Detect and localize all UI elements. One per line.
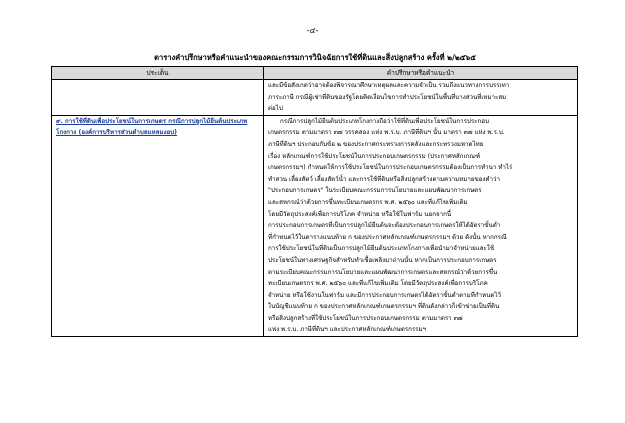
page-number: -๔- bbox=[306, 26, 319, 35]
table-row bbox=[52, 80, 578, 116]
advice-cell bbox=[264, 115, 578, 336]
issue-text: ๙. การใช้ที่ดินเพื่อประโยชน์ในการเกษตร กรณีการปลูกไม้ยืนต้นประเภท โกงกาง (องค์การบริหารส่วนตำบลแหลมงอบ) bbox=[56, 117, 248, 137]
advice-cell bbox=[264, 80, 578, 116]
consultation-table bbox=[51, 66, 578, 337]
advice-text: กรณีการปลูกไม้ยืนต้นประเภทโกงกางถือว่าใช้ที่ดินเพื่อประโยชน์ในการประกอบ เกษตรกรรม ตามมาตรา ๓๗ วรรคสอง แห่ง พ.ร.บ. ภาษีที่ดินฯ นั้น มาตรา ๓๗ แห่ง พ.ร.บ. ภาษีที่ดินฯ ประกอบกับข้อ ๒ ของประกาศกระทรวงการคลังและกระทรวงมหาดไทย เรื่อง หลักเกณฑ์การใช้ประโยชน์ในการประกอบเกษตรกรรม (ประกาศหลักเกณฑ์ เกษตรกรรมฯ) กำหนดให้การใช้ประโยชน์ในการประกอบเกษตรกรรมต้องเป็นการทำนา ทำไร่ ทำสวน เลี้ยงสัตว์ เลี้ยงสัตว์น้ำ และการใช้ที่ดินหรือสิ่งปลูกสร้างตามความหมายของคำว่า "ประกอบการเกษตร" ในระเบียบคณะกรรมการนโยบายและแผนพัฒนาการเกษตร และสหกรณ์ว่าด้วยการขึ้นทะเบียนเกษตรกร พ.ศ. ๒๕๖๐ และที่แก้ไขเพิ่มเติม โดยมีวัตถุประสงค์เพื่อการบริโภค จำหน่าย หรือใช้ในฟาร์ม นอกจากนี้ การประกอบการเกษตรที่เป็นการปลูกไม้ยืนต้นจะต้องประกอบการเกษตรให้ได้อัตราขั้นต่ำ ที่กำหนดไว้ในตารางแนบท้าย ก ของประกาศหลักเกณฑ์เกษตรกรรมฯ ด้วย ดังนั้น หากกรณี การใช้ประโยชน์ในที่ดินเป็นการปลูกไม้ยืนต้นประเภทโกงกางเพื่อนำมาจำหน่ายและใช้ ประโยชน์ในทางเศรษฐกิจสำหรับทำเชื้อเพลิงมาถ่านนั้น หากเป็นการประกอบการเกษตร ตามระเบียบคณะกรรมการนโยบายและแผนพัฒนาการเกษตรและสหกรณ์ว่าด้วยการขึ้น ทะเบียนเกษตรกร พ.ศ. ๒๕๖๐ และที่แก้ไขเพิ่มเติม โดยมีวัตถุประสงค์เพื่อการบริโภค จำหน่าย หรือใช้งานในฟาร์ม และมีการประกอบการเกษตรได้อัตราขั้นต่ำตามที่กำหนดไว้ ในบัญชีแนบท้าย ก ของประกาศหลักเกณฑ์เกษตรกรรมฯ ที่ดินดังกล่าวก็เข้าข่ายเป็นที่ดิน หรือสิ่งปลูกสร้างที่ใช้ประโยชน์ในการประกอบเกษตรกรรม ตามมาตรา ๓๗ แห่ง พ.ร.บ. ภาษีที่ดินฯ และประกาศหลักเกณฑ์เกษตรกรรมฯ bbox=[268, 117, 513, 334]
header-issue: ประเด็น bbox=[52, 67, 264, 80]
issue-cell bbox=[52, 115, 264, 336]
table-header-row bbox=[52, 67, 578, 80]
header-advice: คำปรึกษาหรือคำแนะนำ bbox=[264, 67, 578, 80]
advice-text: และมีข้อสังเกตว่าอาจต้องพิจารณาศึกษาเหตุผลและความจำเป็น รวมถึงแนวทางการบรรเทา ภาระภาษี กรณีผู้เช่าที่ดินของรัฐโดยคิดเงื่อนไขการทำประโยชน์ในพื้นที่บางส่วนที่เหมาะสม ต่อไป bbox=[268, 82, 510, 113]
document-title: ตารางคำปรึกษาหรือคำแนะนำของคณะกรรมการวินิจฉัยการใช้ที่ดินและสิ่งปลูกสร้าง ครั้งที่ ๒/๒๕๖๕ bbox=[154, 53, 476, 62]
table-row bbox=[52, 115, 578, 336]
issue-cell-continued bbox=[52, 80, 264, 116]
